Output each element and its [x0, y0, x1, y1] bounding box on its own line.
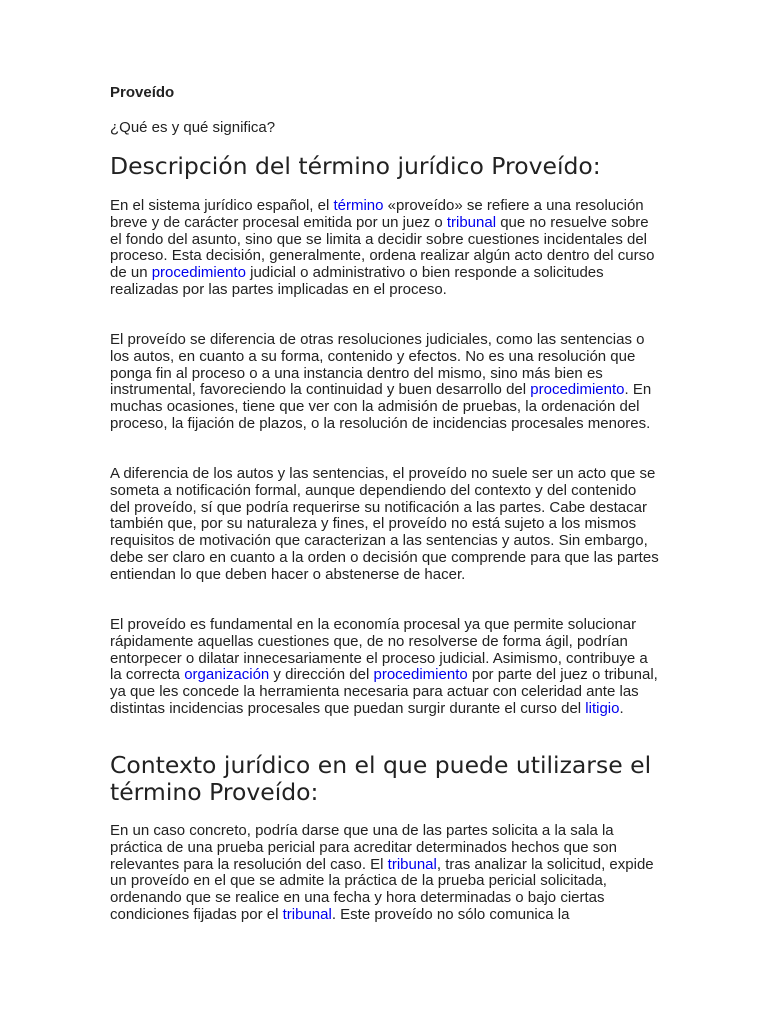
text-span: que no resuelve sobre el fondo del asunto, sino que se limita a decidir sobre cuestiones incidentales del proceso. Esta decisión, generalmente, ordena realizar algún acto dentro del curso de un: [110, 213, 655, 282]
link-litigio[interactable]: litigio: [585, 699, 620, 717]
link-tribunal[interactable]: tribunal: [387, 855, 437, 873]
link-procedimiento[interactable]: procedimiento: [530, 381, 625, 399]
link-organizacion[interactable]: organización: [184, 666, 270, 684]
text-span: judicial o administrativo o bien responde a solicitudes realizadas por las partes implicadas en el proceso.: [110, 264, 604, 298]
paragraph-differences: [110, 332, 660, 433]
link-procedimiento[interactable]: procedimiento: [373, 666, 468, 684]
text-span: En el sistema jurídico español, el: [110, 197, 334, 214]
text-span: .: [619, 699, 624, 717]
section-heading-context: Contexto jurídico en el que puede utilizarse el término Proveído:: [110, 751, 652, 806]
text-span: «proveído» se refiere a una resolución breve y de carácter procesal emitida por un juez o: [110, 197, 644, 231]
document-subtitle: ¿Qué es y qué significa?: [110, 119, 276, 136]
link-procedimiento[interactable]: procedimiento: [151, 264, 246, 282]
text-span: El proveído se diferencia de otras resoluciones judiciales, como las sentencias o los autos, en cuanto a su forma, contenido y efectos. No es una resolución que ponga fin al proceso o a una instancia dentro del mismo, sino más bien es instrumental, favoreciendo la continuidad y buen desarrollo del: [110, 331, 645, 399]
paragraph-economy: [110, 617, 660, 718]
paragraph-definition: [110, 198, 660, 299]
link-termino[interactable]: término: [333, 197, 384, 214]
paragraph-example: [110, 823, 660, 924]
text-span: . En muchas ocasiones, tiene que ver con la admisión de pruebas, la ordenación del proceso, la fijación de plazos, o la resolución de incidencias procesales menores.: [110, 381, 652, 432]
link-tribunal[interactable]: tribunal: [446, 213, 497, 231]
text-span: , tras analizar la solicitud, expide un proveído en el que se admite la práctica de la prueba pericial solicitada, ordenando que se realice en una fecha y hora determinadas o bajo ciertas condiciones fijadas por el: [110, 855, 654, 923]
section-heading-description: Descripción del término jurídico Proveído:: [110, 152, 601, 180]
text-span: y dirección del: [269, 666, 374, 684]
text-span: . Este proveído no sólo comunica la: [331, 905, 570, 923]
text-span: por parte del juez o tribunal, ya que les concede la herramienta necesaria para actuar con celeridad ante las distintas incidencias procesales que puedan surgir durante el curso del: [110, 666, 658, 717]
paragraph-notification: [110, 466, 660, 584]
link-tribunal[interactable]: tribunal: [282, 905, 332, 923]
document-title: Proveído: [110, 84, 175, 101]
text-span: A diferencia de los autos y las sentencias, el proveído no suele ser un acto que se someta a notificación formal, aunque dependiendo del contexto y del contenido del proveído, sí que podría requerirse su notificación a las partes. Cabe destacar también que, por su naturaleza y fines, el proveído no está sujeto a los mismos requisitos de motivación que caracterizan a las sentencias y autos. Sin embargo, debe ser claro en cuanto a la orden o decisión que comprende para que las partes entiendan lo que deben hacer o abstenerse de hacer.: [110, 465, 659, 583]
text-span: En un caso concreto, podría darse que una de las partes solicita a la sala la práctica de una prueba pericial para acreditar determinados hechos que son relevantes para la resolución del caso. El: [110, 822, 617, 873]
text-span: El proveído es fundamental en la economía procesal ya que permite solucionar rápidamente aquellas cuestiones que, de no resolverse de forma ágil, podrían entorpecer o dilatar innecesariamente el proceso judicial. Asimismo, contribuye a la correcta: [110, 616, 648, 684]
